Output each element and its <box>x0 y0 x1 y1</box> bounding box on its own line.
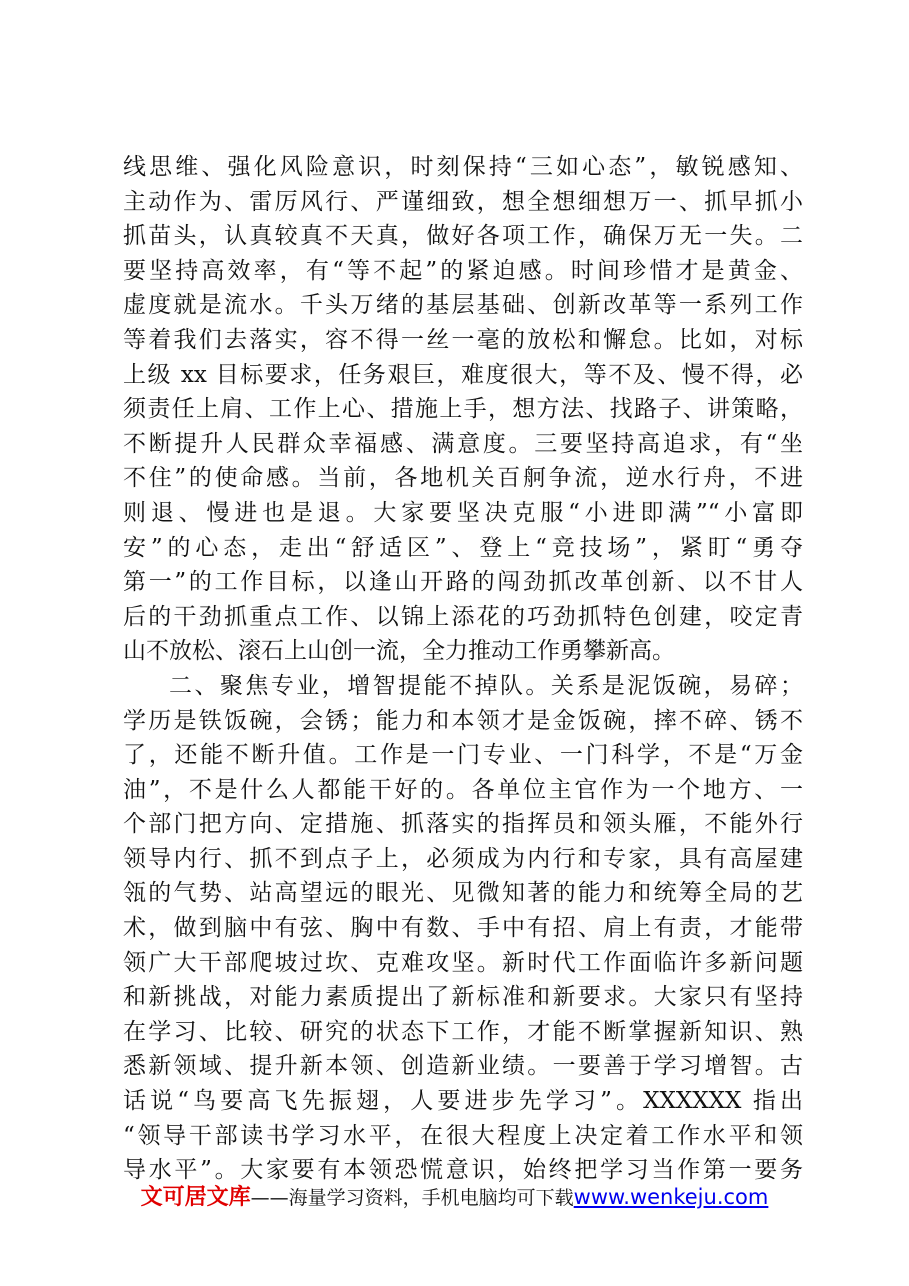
text-line: “领导干部读书学习水平，在很大程度上决定着工作水平和领 <box>123 1122 803 1149</box>
text-line: 不住”的使命感。当前，各地机关百舸争流，逆水行舟，不进 <box>123 465 803 492</box>
text-line: 导水平”。大家要有本领恐慌意识，始终把学习当作第一要务 <box>123 1157 803 1184</box>
text-line: 虚度就是流水。千头万绪的基层基础、创新改革等一系列工作 <box>123 292 803 319</box>
text-line: 要坚持高效率，有“等不起”的紧迫感。时间珍惜才是黄金、 <box>123 257 803 284</box>
text-line: 了，还能不断升值。工作是一门专业、一门科学，不是“万金 <box>123 742 803 769</box>
text-line: 个部门把方向、定措施、抓落实的指挥员和领头雁，不能外行 <box>123 811 803 838</box>
footer-banner <box>0 1180 909 1211</box>
section-heading-line: 二、聚焦专业，增智提能不掉队。关系是泥饭碗，易碎； <box>169 672 803 699</box>
text-line: 瓴的气势、站高望远的眼光、见微知著的能力和统筹全局的艺 <box>123 880 803 907</box>
text-line: 抓苗头，认真较真不天真，做好各项工作，确保万无一失。二 <box>123 223 803 250</box>
text-line: 在学习、比较、研究的状态下工作，才能不断掌握新知识、熟 <box>123 1018 803 1045</box>
text-line: 学历是铁饭碗，会锈；能力和本领才是金饭碗，摔不碎、锈不 <box>123 707 803 734</box>
text-line: 线思维、强化风险意识，时刻保持“三如心态”，敏锐感知、 <box>123 154 803 180</box>
text-line: 第一”的工作目标，以逢山开路的闯劲抓改革创新、以不甘人 <box>123 569 803 596</box>
text-line: 悉新领域、提升新本领、创造新业绩。一要善于学习增智。古 <box>123 1053 803 1080</box>
text-line: 术，做到脑中有弦、胸中有数、手中有招、肩上有责，才能带 <box>123 915 803 942</box>
text-line: 不断提升人民群众幸福感、满意度。三要坚持高追求，有“坐 <box>123 430 803 457</box>
text-line: 主动作为、雷厉风行、严谨细致，想全想细想万一、抓早抓小 <box>123 188 803 215</box>
footer-tagline: ——海量学习资料，手机电脑均可下载 <box>250 1187 574 1209</box>
text-line: 须责任上肩、工作上心、措施上手，想方法、找路子、讲策略， <box>123 396 803 423</box>
text-line: 等着我们去落实，容不得一丝一毫的放松和懈怠。比如，对标 <box>123 326 803 353</box>
text-line: 油”，不是什么人都能干好的。各单位主官作为一个地方、一 <box>123 776 803 803</box>
footer-website-link[interactable]: www.wenkeju.com <box>573 1185 769 1209</box>
text-line: 上级 xx 目标要求，任务艰巨，难度很大，等不及、慢不得，必 <box>123 361 803 388</box>
text-line: 和新挑战，对能力素质提出了新标准和新要求。大家只有坚持 <box>123 984 803 1011</box>
text-line: 后的干劲抓重点工作、以锦上添花的巧劲抓特色创建，咬定青 <box>123 603 803 630</box>
document-body <box>123 150 803 1188</box>
text-line: 领广大干部爬坡过坎、克难攻坚。新时代工作面临许多新问题 <box>123 949 803 976</box>
text-line: 话说“鸟要高飞先振翅，人要进步先学习”。XXXXXX 指出 <box>123 1088 803 1115</box>
text-line: 领导内行、抓不到点子上，必须成为内行和专家，具有高屋建 <box>123 845 803 872</box>
text-line: 则退、慢进也是退。大家要坚决克服“小进即满”“小富即 <box>123 499 803 526</box>
footer-brand: 文可居文库 <box>140 1185 251 1210</box>
paragraph-end-line: 山不放松、滚石上山创一流，全力推动工作勇攀新高。 <box>123 638 675 665</box>
text-line: 安”的心态，走出“舒适区”、登上“竞技场”，紧盯“勇夺 <box>123 534 803 561</box>
